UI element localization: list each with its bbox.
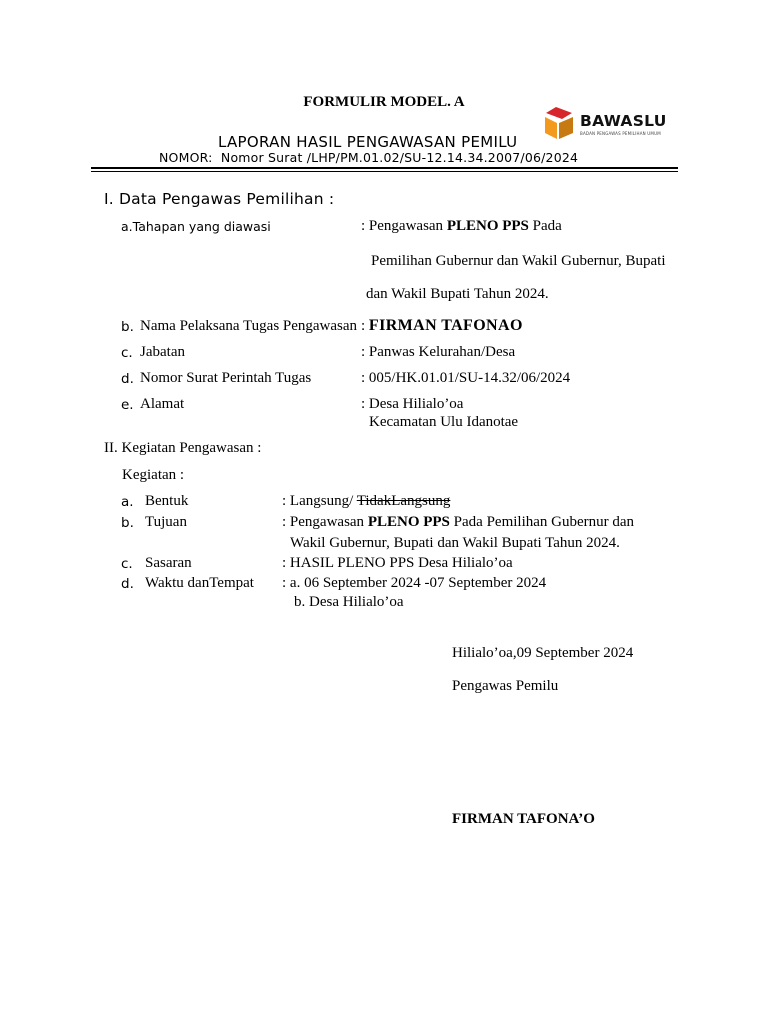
kg-b-suffix: Pada Pemilihan Gubernur dan xyxy=(449,514,635,530)
item-a-prefix: : Pengawasan xyxy=(361,218,447,234)
kg-a-struck: TidakLangsung xyxy=(356,493,451,509)
logo-name: BAWASLU xyxy=(580,112,667,130)
item-b-label: Nama Pelaksana Tugas Pengawasan xyxy=(140,318,358,334)
kg-b-value xyxy=(282,514,634,531)
header-rule-thick xyxy=(91,167,678,169)
item-c-label: Jabatan xyxy=(140,344,185,360)
kg-c-letter: c. xyxy=(121,556,133,572)
kg-a-value xyxy=(282,493,450,510)
item-a-suffix: Pada xyxy=(528,218,562,234)
kg-a-value-main: : Langsung/ xyxy=(282,493,357,509)
kg-d-letter: d. xyxy=(121,576,134,592)
kg-b-bold: PLENO PPS xyxy=(367,514,450,530)
item-b-letter: b. xyxy=(121,319,134,335)
header-rule-thin xyxy=(91,171,678,172)
item-a-line2: Pemilihan Gubernur dan Wakil Gubernur, Bupati xyxy=(371,253,666,269)
item-e-value: : Desa Hilialo’oa xyxy=(361,396,464,412)
item-a-value xyxy=(361,218,562,235)
signature-place-date: Hilialo’oa,09 September 2024 xyxy=(452,645,634,661)
item-b-colon: : xyxy=(361,318,369,334)
item-e-label: Alamat xyxy=(140,396,185,412)
item-d-label: Nomor Surat Perintah Tugas xyxy=(140,370,312,386)
bawaslu-logo-icon xyxy=(542,106,578,140)
item-b-value xyxy=(361,317,523,335)
kg-d-value: : a. 06 September 2024 -07 September 2024 xyxy=(282,575,547,591)
form-title: FORMULIR MODEL. A xyxy=(303,94,465,110)
kg-b-label: Tujuan xyxy=(145,514,187,530)
kg-b-letter: b. xyxy=(121,515,134,531)
kg-b-line2: Wakil Gubernur, Bupati dan Wakil Bupati Tahun 2024. xyxy=(290,535,620,551)
signature-name: FIRMAN TAFONA’O xyxy=(452,811,595,827)
kg-b-prefix: : Pengawasan xyxy=(282,514,368,530)
item-e-value2: Kecamatan Ulu Idanotae xyxy=(369,414,519,430)
item-a-label: a.Tahapan yang diawasi xyxy=(121,219,271,234)
section1-title: I. Data Pengawas Pemilihan : xyxy=(104,190,335,208)
item-e-letter: e. xyxy=(121,397,134,413)
kg-c-label: Sasaran xyxy=(145,555,192,571)
report-title: LAPORAN HASIL PENGAWASAN PEMILU xyxy=(218,133,518,151)
kg-c-value: : HASIL PLENO PPS Desa Hilialo’oa xyxy=(282,555,513,571)
bawaslu-logo xyxy=(542,106,674,140)
kegiatan-label: Kegiatan : xyxy=(122,467,185,483)
kg-a-letter: a. xyxy=(121,494,134,510)
signature-role: Pengawas Pemilu xyxy=(452,678,559,694)
nomor-value: Nomor Surat /LHP/PM.01.02/SU-12.14.34.2007/06/2024 xyxy=(220,150,579,165)
pelaksana-name: FIRMAN TAFONAO xyxy=(368,317,523,334)
item-d-letter: d. xyxy=(121,371,134,387)
kg-a-label: Bentuk xyxy=(145,493,189,509)
item-a-bold: PLENO PPS xyxy=(446,218,529,234)
logo-subtitle: BADAN PENGAWAS PEMILIHAN UMUM xyxy=(580,131,661,136)
section2-title: II. Kegiatan Pengawasan : xyxy=(104,440,262,456)
kg-d-label: Waktu danTempat xyxy=(145,575,254,591)
item-a-line3: dan Wakil Bupati Tahun 2024. xyxy=(366,286,549,302)
item-d-value: : 005/HK.01.01/SU-14.32/06/2024 xyxy=(361,370,571,386)
item-c-letter: c. xyxy=(121,345,133,361)
nomor-label: NOMOR: xyxy=(159,150,213,165)
item-c-value: : Panwas Kelurahan/Desa xyxy=(361,344,516,360)
nomor-line xyxy=(159,150,578,165)
kg-d-value2: b. Desa Hilialo’oa xyxy=(294,594,404,610)
